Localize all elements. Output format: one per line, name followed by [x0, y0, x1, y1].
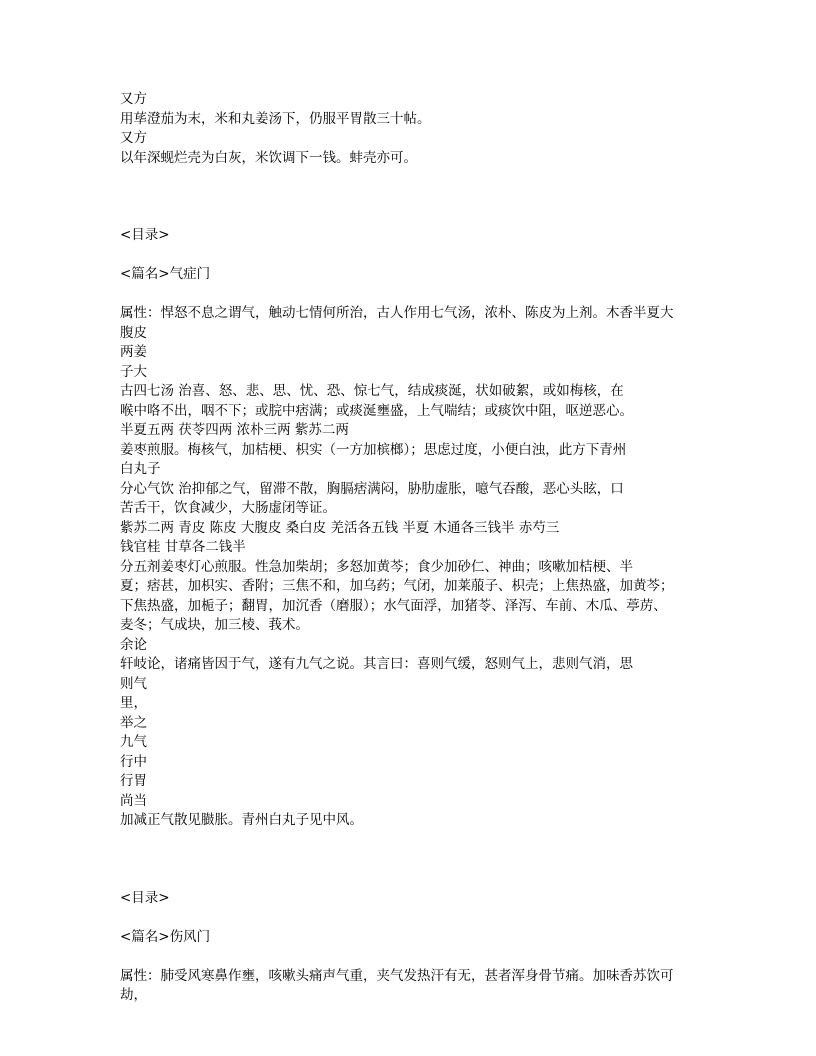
text-line: 以年深蚬烂壳为白灰，米饮调下一钱。蚌壳亦可。	[120, 149, 417, 166]
document-page	[120, 90, 700, 1006]
chapter-title: <篇名>伤风门	[120, 928, 211, 945]
toc-marker: <目录>	[120, 889, 170, 906]
text-line: 属性：悍怒不息之谓气，触动七情何所治，古人作用七气汤，浓朴、陈皮为上剂。木香半夏大	[120, 305, 674, 321]
text-line: 夏；痞甚，加枳实、香附；三焦不和，加乌药；气闭，加莱菔子、枳壳；上焦热盛，加黄芩；	[120, 578, 674, 594]
text-line: 行胃	[120, 773, 147, 789]
section-shangfeng	[120, 889, 700, 1006]
text-line: 又方	[120, 91, 147, 107]
text-line: 钱官桂 甘草各二钱半	[120, 539, 246, 555]
toc-marker: <目录>	[120, 227, 170, 243]
text-line: 姜枣煎服。梅核气，加桔梗、枳实（一方加槟榔）；思虑过度，小便白浊，此方下青州	[120, 441, 627, 458]
text-line: 举之	[120, 714, 147, 731]
text-line: 两姜	[120, 344, 147, 360]
text-line: 九气	[120, 734, 147, 750]
spacer	[120, 947, 700, 967]
text-line: 分心气饮 治抑郁之气，留滞不散，胸膈痞满闷，胁肋虚胀，噫气吞酸，恶心头眩，口	[120, 480, 624, 497]
text-line: 里，	[120, 695, 147, 711]
text-line: 半夏五两 茯苓四两 浓朴三两 紫苏二两	[120, 422, 349, 438]
text-line: 古四七汤 治喜、怒、悲、思、忧、恐、惊七气，结成痰涎，状如破絮，或如梅核，在	[120, 383, 624, 399]
text-line: 苦舌干，饮食减少，大肠虚闭等证。	[120, 500, 336, 516]
spacer	[120, 908, 700, 928]
text-line: 尚当	[120, 792, 147, 809]
text-line: 分五剂姜枣灯心煎服。性急加柴胡；多怒加黄芩；食少加砂仁、神曲；咳嗽加桔梗、半	[120, 558, 633, 575]
text-line: 白丸子	[120, 461, 161, 477]
text-line: 则气	[120, 675, 147, 692]
spacer	[120, 168, 700, 226]
spacer	[120, 246, 700, 266]
text-line: 麦冬；气成块，加三棱、莪术。	[120, 617, 309, 633]
text-line: 用荜澄茄为末，米和丸姜汤下，仍服平胃散三十帖。	[120, 110, 431, 127]
text-line: 子大	[120, 363, 147, 380]
paragraph: 属性：肺受风寒鼻作壅，咳嗽头痛声气重，夹气发热汗有无，甚者浑身骨节痛。加味香苏饮可劫，	[120, 967, 674, 1003]
spacer	[120, 285, 700, 305]
section-qizheng	[120, 226, 700, 831]
spacer	[120, 831, 700, 889]
text-line: 行中	[120, 753, 147, 770]
text-line: 加减正气散见臌胀。青州白丸子见中风。	[120, 812, 363, 828]
section-youfang	[120, 90, 700, 168]
text-line: 喉中咯不出，咽不下；或脘中痞满；或痰涎壅盛，上气喘结；或痰饮中阻，呕逆恶心。	[120, 402, 633, 419]
text-line: 余论	[120, 636, 147, 653]
text-line: 又方	[120, 130, 147, 146]
text-line: 紫苏二两 青皮 陈皮 大腹皮 桑白皮 羌活各五钱 半夏 木通各三钱半 赤芍三	[120, 519, 560, 536]
chapter-title: <篇名>气症门	[120, 266, 211, 282]
text-line: 下焦热盛，加栀子；翻胃，加沉香（磨服）；水气面浮，加猪苓、泽泻、车前、木瓜、葶苈、	[120, 597, 667, 614]
text-line: 腹皮	[120, 324, 147, 341]
text-line: 轩岐论，诸痛皆因于气，遂有九气之说。其言曰：喜则气缓，怒则气上，悲则气消，思	[120, 656, 633, 672]
